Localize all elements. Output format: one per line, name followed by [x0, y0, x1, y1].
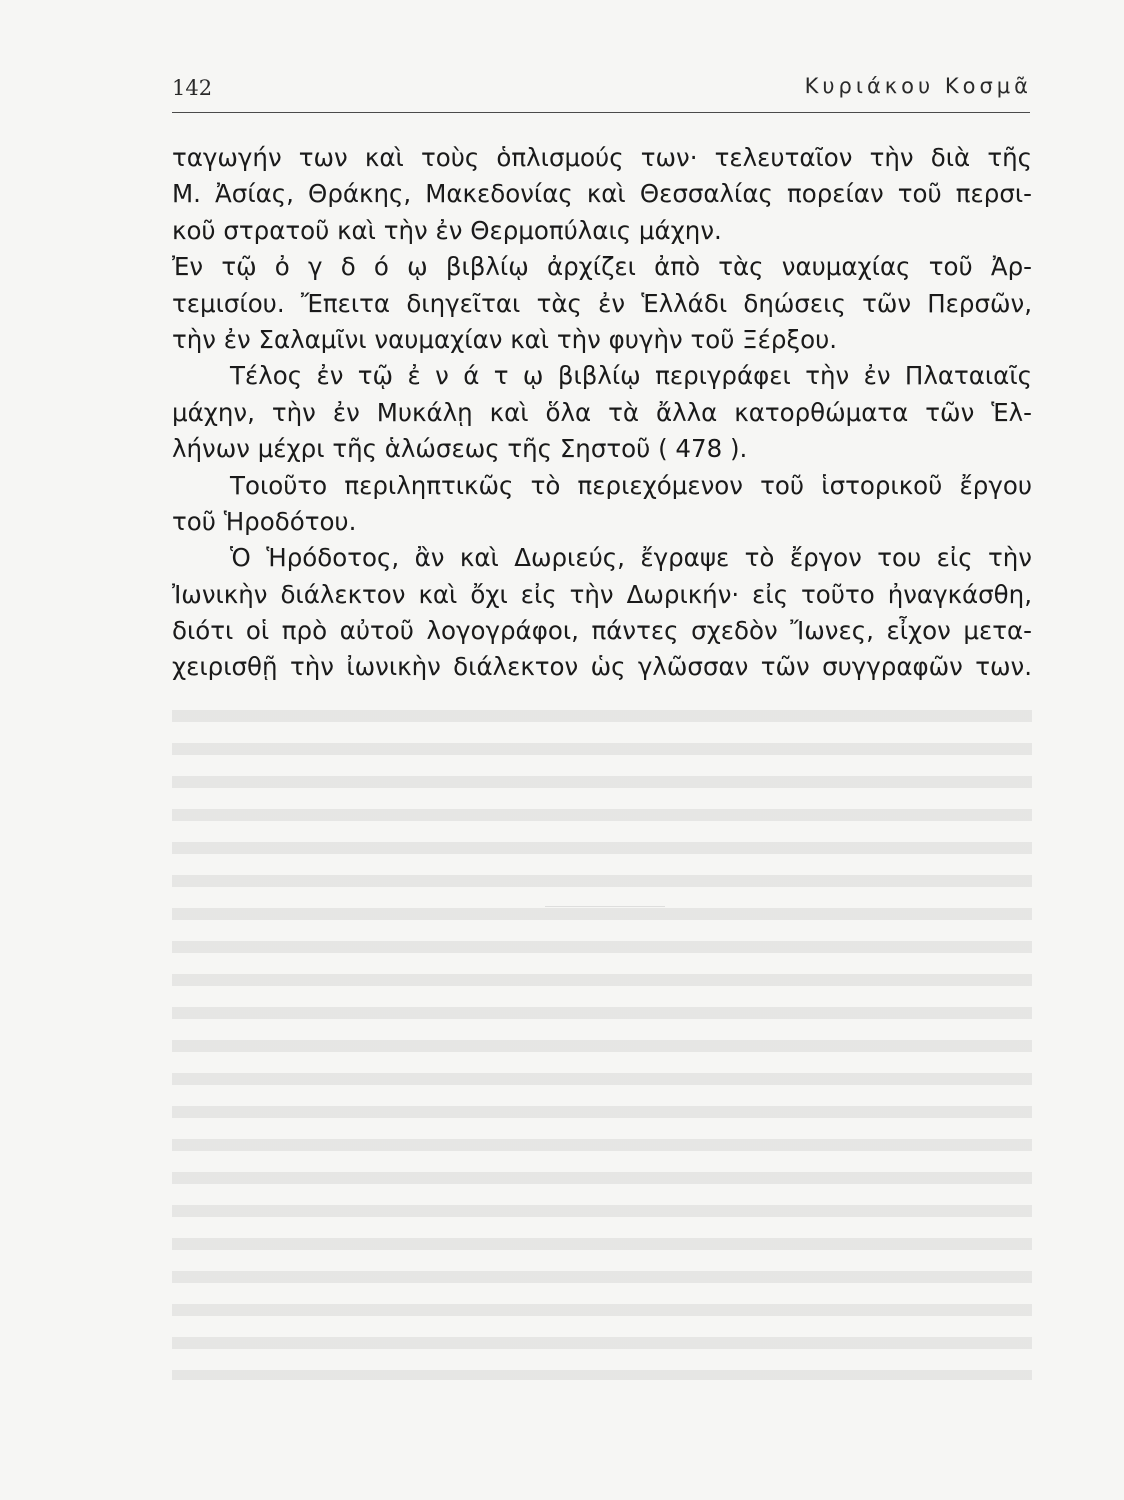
text-line: τοῦ Ἡροδότου. — [172, 506, 357, 536]
text-line: ταγωγήν των καὶ τοὺς ὁπλισμούς των· τελευταῖον τὴν διὰ τῆς — [172, 143, 1032, 172]
text-line: λήνων μέχρι τῆς ἁλώσεως τῆς Σηστοῦ ( 478 ). — [172, 434, 748, 464]
show-through-rule — [545, 906, 665, 907]
text-line: διότι οἱ πρὸ αὐτοῦ λογογράφοι, πάντες σχεδὸν Ἴωνες, εἶχον μετα- — [172, 616, 1032, 646]
body-text — [172, 140, 1032, 686]
text-line: χειρισθῇ τὴν ἰωνικὴν διάλεκτον ὡς γλῶσσαν τῶν συγγραφῶν των. — [172, 652, 1032, 682]
text-line: μάχην, τὴν ἐν Μυκάλῃ καὶ ὅλα τὰ ἄλλα κατορθώματα τῶν Ἑλ- — [172, 397, 1032, 427]
header-rule — [172, 112, 1030, 113]
text-line: Τέλος ἐν τῷ ἐ ν ά τ ῳ βιβλίῳ περιγράφει τὴν ἐν Πλαταιαῖς — [230, 361, 1032, 391]
page-header — [172, 72, 1032, 112]
running-head: Κυριάκου Κοσμᾶ — [804, 74, 1032, 98]
text-line: Ἐν τῷ ὀ γ δ ό ῳ βιβλίῳ ἀρχίζει ἀπὸ τὰς ναυμαχίας τοῦ Ἀρ- — [172, 252, 1032, 282]
text-line: κοῦ στρατοῦ καὶ τὴν ἐν Θερμοπύλαις μάχην. — [172, 215, 722, 245]
text-line: τεμισίου. Ἔπειτα διηγεῖται τὰς ἐν Ἑλλάδι δηώσεις τῶν Περσῶν, — [172, 288, 1032, 318]
text-line: Ὁ Ἡρόδοτος, ἂν καὶ Δωριεύς, ἔγραψε τὸ ἔργον του εἰς τὴν — [230, 543, 1032, 573]
text-line: Μ. Ἀσίας, Θράκης, Μακεδονίας καὶ Θεσσαλίας πορείαν τοῦ περσι- — [172, 179, 1032, 209]
page-number: 142 — [172, 76, 213, 100]
text-line: Τοιοῦτο περιληπτικῶς τὸ περιεχόμενον τοῦ ἱστορικοῦ ἔργου — [230, 470, 1032, 500]
show-through-text — [172, 700, 1032, 1380]
text-line: τὴν ἐν Σαλαμῖνι ναυμαχίαν καὶ τὴν φυγὴν τοῦ Ξέρξου. — [172, 324, 838, 354]
text-line: Ἰωνικὴν διάλεκτον καὶ ὄχι εἰς τὴν Δωρικήν· εἰς τοῦτο ἠναγκάσθη, — [172, 579, 1032, 609]
